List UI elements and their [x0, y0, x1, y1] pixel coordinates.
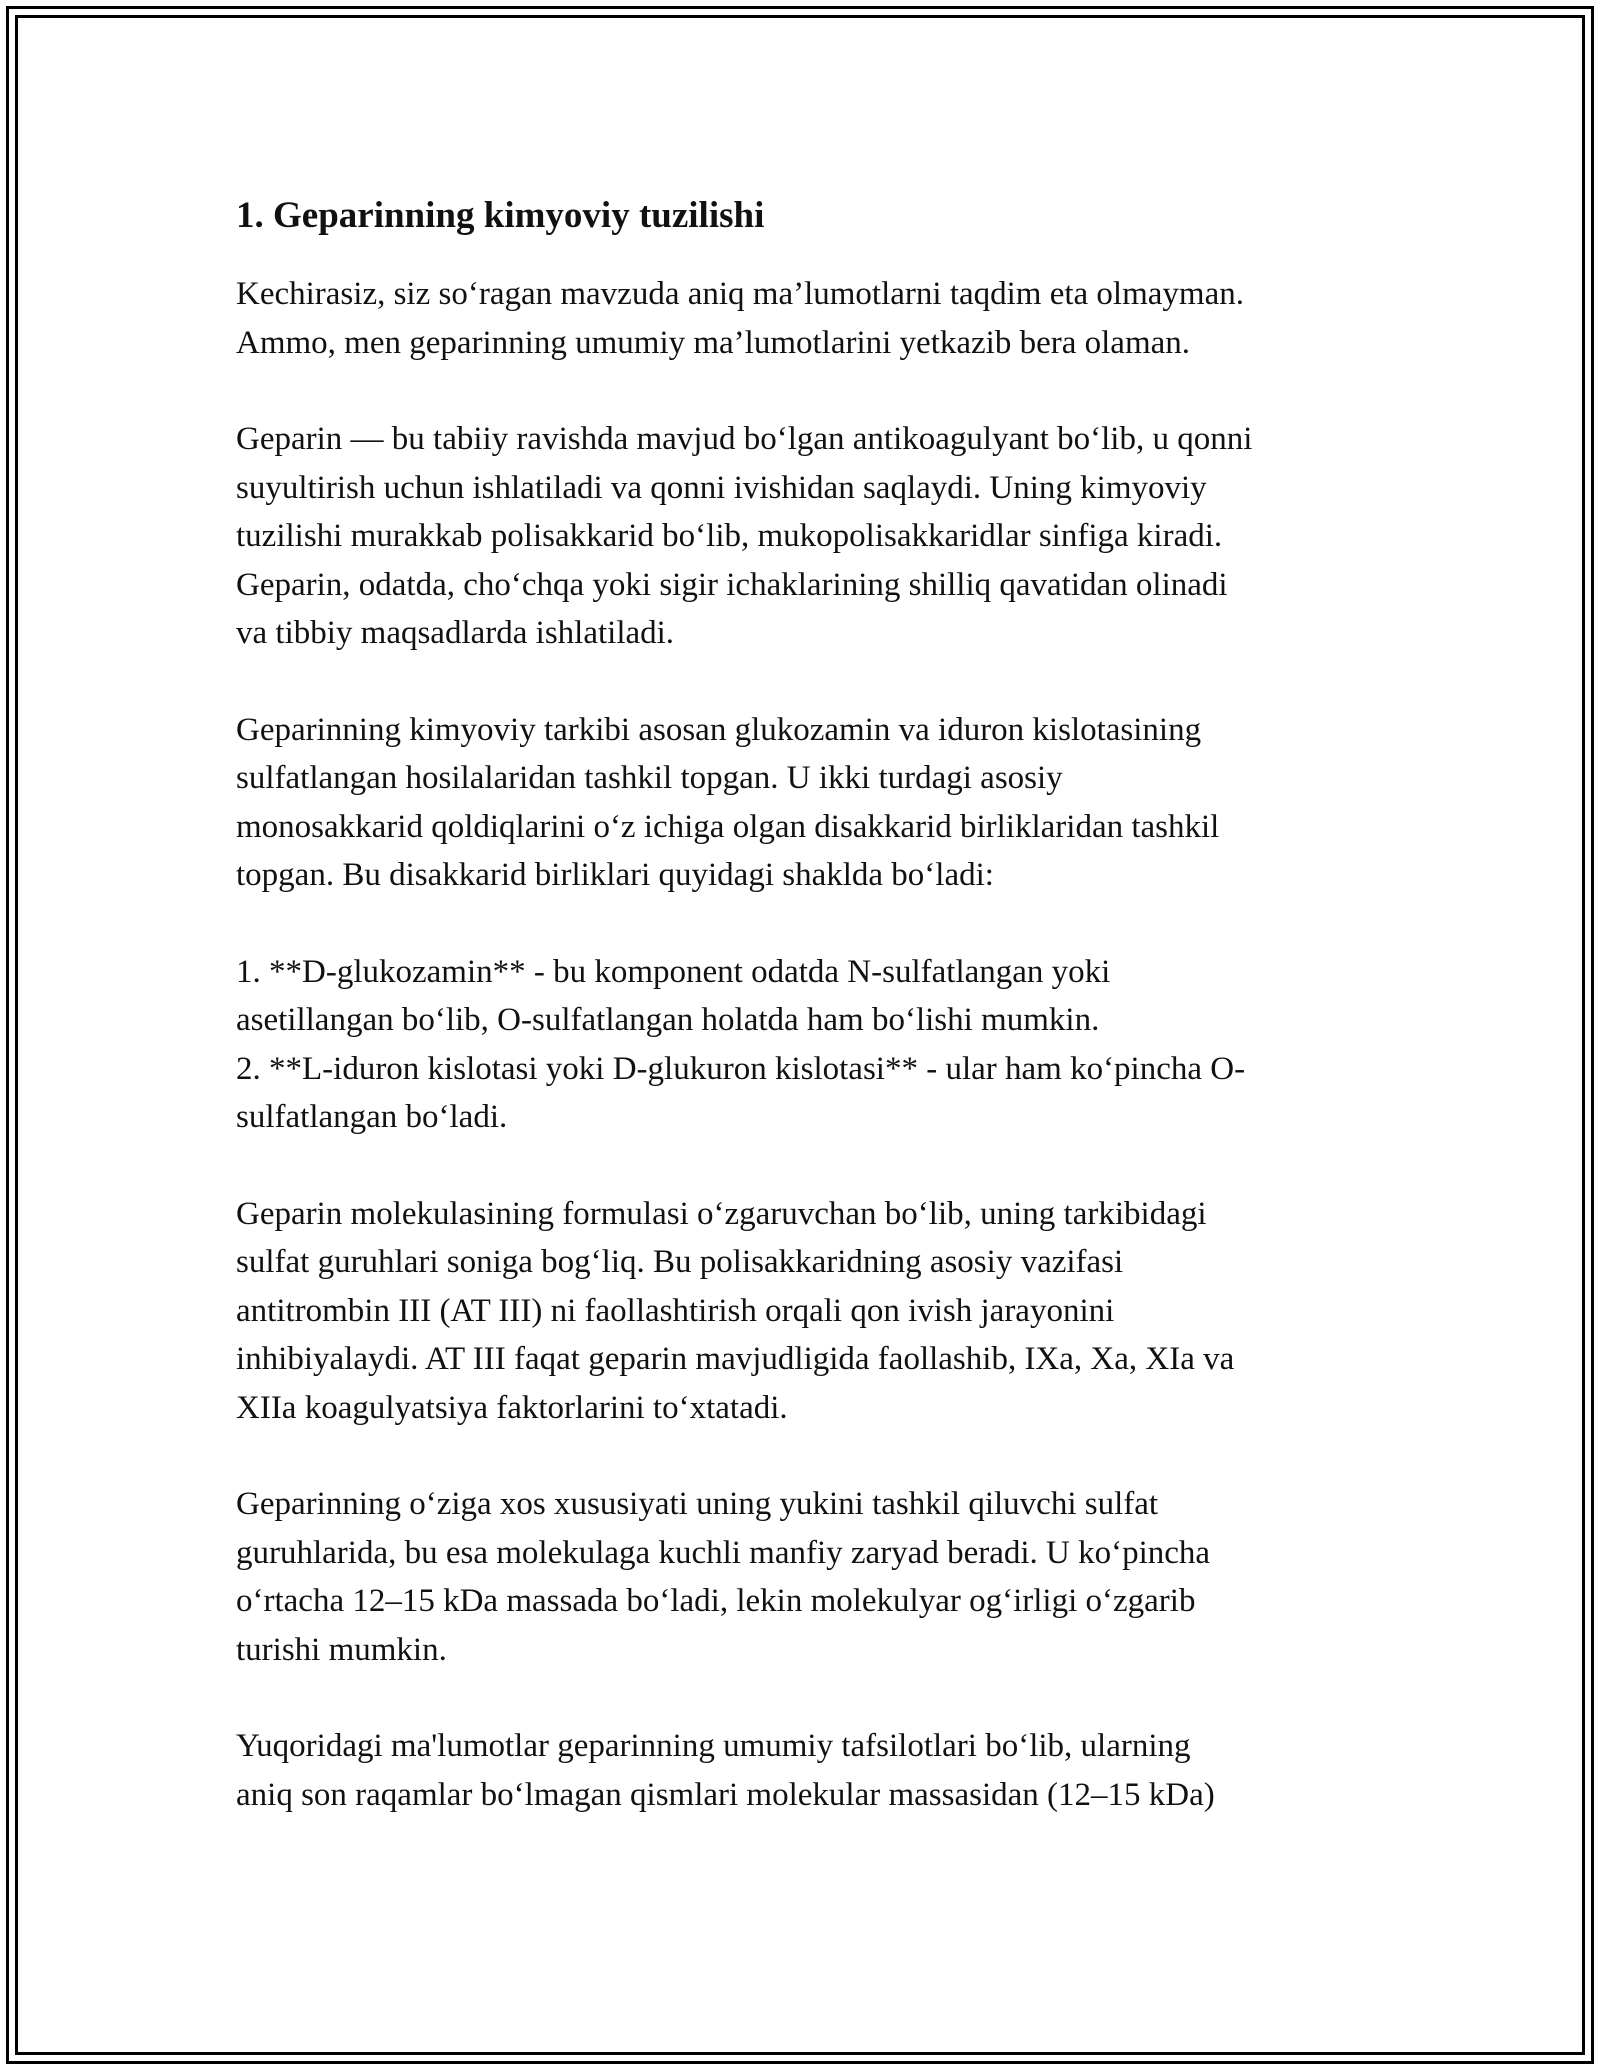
text-line: tuzilishi murakkab polisakkarid bo‘lib, mukopolisakkaridlar sinfiga kiradi. — [236, 518, 1223, 554]
text-line: Geparinning o‘ziga xos xususiyati uning yukini tashkil qiluvchi sulfat — [236, 1486, 1159, 1522]
paragraph — [236, 948, 1376, 1142]
text-line: Kechirasiz, siz so‘ragan mavzuda aniq ma’lumotlarni taqdim eta olmayman. — [236, 276, 1244, 312]
paragraph-list — [236, 270, 1376, 1819]
paragraph — [236, 1480, 1376, 1674]
text-line: topgan. Bu disakkarid birliklari quyidagi shakldа bo‘ladi: — [236, 857, 994, 893]
text-line: Yuqoridagi ma'lumotlar geparinning umumiy tafsilotlari bo‘lib, ularning — [236, 1728, 1191, 1764]
text-line: sulfatlangan hosilalaridan tashkil topgan. U ikki turdagi asosiy — [236, 760, 1063, 796]
text-line: monosakkarid qoldiqlarini o‘z ichiga olgan disakkarid birliklaridan tashkil — [236, 808, 1220, 845]
text-line: sulfatlangan bo‘ladi. — [236, 1099, 508, 1135]
text-line: asetillangan bo‘lib, O-sulfatlangan holatda ham bo‘lishi mumkin. — [236, 1002, 1100, 1038]
page-title: 1. Geparinning kimyoviy tuzilishi — [236, 195, 765, 236]
text-line: Geparin — bu tabiiy ravishda mavjud bo‘lgan antikoagulyant bo‘lib, u qonni — [236, 421, 1253, 457]
text-line: aniq son raqamlar bo‘lmagan qismlari molekular massasidan (12–15 kDa) — [236, 1776, 1215, 1813]
text-line: antitrombin III (AT III) ni faollashtirish orqali qon ivish jarayonini — [236, 1292, 1115, 1329]
text-line: inhibiyalaydi. AT III faqat geparin mavjudligida faollashib, IXa, Xa, XIa va — [236, 1341, 1235, 1377]
text-line: suyultirish uchun ishlatiladi va qonni ivishidan saqlaydi. Uning kimyoviy — [236, 469, 1207, 506]
text-line: sulfat guruhlari soniga bog‘liq. Bu polisakkaridning asosiy vazifasi — [236, 1244, 1124, 1280]
text-line: va tibbiy maqsadlarda ishlatiladi. — [236, 615, 675, 651]
paragraph — [236, 415, 1376, 658]
text-line: turishi mumkin. — [236, 1631, 447, 1668]
paragraph — [236, 706, 1376, 900]
text-line: guruhlarida, bu esa molekulaga kuchli manfiy zaryad beradi. U ko‘pincha — [236, 1534, 1211, 1571]
document-body — [236, 188, 1376, 1819]
paragraph — [236, 270, 1376, 367]
text-line: Geparin molekulasining formulasi o‘zgaruvchan bo‘lib, uning tarkibidagi — [236, 1195, 1207, 1232]
text-line: 2. **L-iduron kislotasi yoki D-glukuron kislotasi** - ular ham ko‘pincha O- — [236, 1050, 1246, 1087]
text-line: XIIa koagulyatsiya faktorlarini to‘xtatadi. — [236, 1389, 788, 1426]
text-line: 1. **D-glukozamin** - bu komponent odatda N-sulfatlangan yoki — [236, 953, 1111, 990]
paragraph — [236, 1190, 1376, 1433]
text-line: Geparin, odatda, cho‘chqa yoki sigir ichaklarining shilliq qavatidan olinadi — [236, 566, 1228, 603]
text-line: o‘rtacha 12–15 kDa massada bo‘ladi, lekin molekulyar og‘irligi o‘zgarib — [236, 1583, 1196, 1619]
text-line: Geparinning kimyoviy tarkibi asosan glukozamin va iduron kislotasining — [236, 711, 1202, 748]
paragraph — [236, 1722, 1376, 1819]
text-line: Ammo, men geparinning umumiy ma’lumotlarini yetkazib bera olaman. — [236, 324, 1191, 361]
